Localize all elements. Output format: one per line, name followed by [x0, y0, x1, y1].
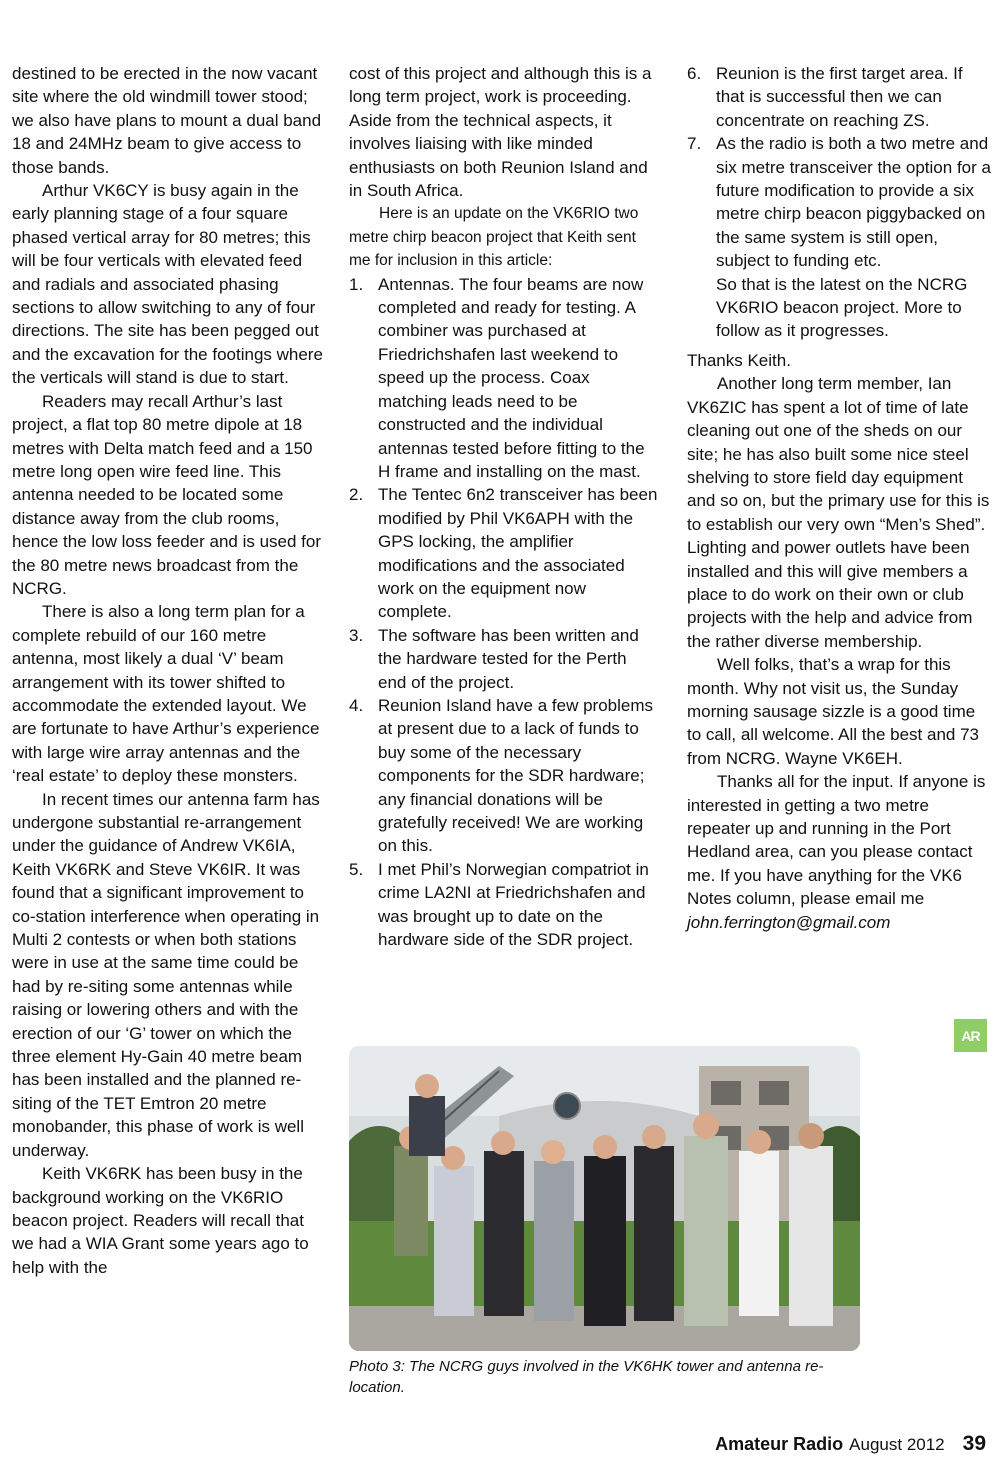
page-footer — [715, 1432, 986, 1456]
list-item — [687, 132, 992, 343]
paragraph: Keith VK6RK has been busy in the background working on the VK6RIO beacon project. Readers will recall that we had a WIA Grant some years ago to help with the — [12, 1164, 309, 1277]
photo-caption: Photo 3: The NCRG guys involved in the VK6HK tower and antenna re-location. — [349, 1358, 824, 1396]
list-text: I met Phil’s Norwegian compatriot in crime LA2NI at Friedrichshafen and was brought up to date on the hardware side of the SDR project. — [378, 859, 649, 950]
list-text: Reunion is the first target area. If that is successful then we can concentrate on reaching ZS. — [716, 64, 963, 130]
list-number: 7. — [687, 134, 702, 154]
list-item — [349, 483, 659, 623]
list-number: 2. — [349, 485, 364, 505]
magazine-title: Amateur Radio — [715, 1434, 844, 1454]
paragraph: Arthur VK6CY is busy again in the early planning stage of a four square phased vertical array for 80 metres; this will be four verticals with elevated feed and radials and associated phasing sections to allow switching to any of four directions. The site has been pegged out and the excavation for the footings where the verticals will stand is due to start. — [12, 181, 323, 388]
list-text: Reunion Island have a few problems at present due to a lack of funds to buy some of the necessary components for the SDR hardware; any financial donations will be gratefully received! We are working on this. — [378, 695, 653, 856]
paragraph: There is also a long term plan for a complete rebuild of our 160 metre antenna, most likely a dual ‘V’ beam arrangement with its tower shifted to accommodate the extended layout. We are fortunate to have Arthur’s experience with large wire array antennas and the ‘real estate’ to deploy these monsters. — [12, 602, 320, 786]
group-photo-image — [349, 1046, 860, 1351]
list-text: As the radio is both a two metre and six metre transceiver the option for a future modification to provide a six metre chirp beacon piggybacked on the same system is still open, subject to funding etc. — [716, 134, 991, 271]
email-address: john.ferrington@gmail.com — [687, 912, 891, 932]
paragraph: In recent times our antenna farm has undergone substantial re-arrangement under the guidance of Andrew VK6IA, Keith VK6RK and Steve VK6IR. It was found that a significant improvement to co-station interference when operating in Multi 2 contests or when both stations were in use at the same time could be had by re-siting some antennas while raising or lowering others and with the erection of our ‘G’ tower on which the three element Hy-Gain 40 metre beam has been installed and the planned re-siting of the TET Emtron 20 metre monobander, this phase of work is well underway. — [12, 789, 320, 1160]
group-photo — [349, 1046, 860, 1351]
list-number: 6. — [687, 64, 702, 83]
article-column-2 — [349, 62, 659, 951]
article-column-3 — [687, 62, 992, 934]
paragraph: cost of this project and although this is a long term project, work is proceeding. Aside from the technical aspects, it involves liaising with like minded enthusiasts on both Reunion Island and in South Africa. — [349, 64, 652, 201]
paragraph: Well folks, that’s a wrap for this month. Why not visit us, the Sunday morning sausage sizzle is a good time to call, all welcome. All the best and 73 from NCRG. Wayne VK6EH. — [687, 655, 979, 768]
page-number: 39 — [962, 1432, 986, 1455]
list-item — [349, 694, 659, 858]
update-list-continued — [687, 62, 992, 343]
list-text-extra: So that is the latest on the NCRG VK6RIO beacon project. More to follow as it progresses. — [716, 274, 968, 341]
list-number: 5. — [349, 859, 364, 879]
article-column-1 — [12, 62, 324, 1279]
update-intro: Here is an update on the VK6RIO two metre chirp beacon project that Keith sent me for inclusion in this article: — [349, 205, 639, 270]
ar-logo-icon: AR — [954, 1019, 987, 1052]
list-item — [349, 858, 659, 952]
closing-text: Thanks all for the input. If anyone is interested in getting a two metre repeater up and running in the Port Hedland area, can you please contact me. If you have anything for the VK6 Notes column, please email me — [687, 772, 986, 909]
issue-date: August 2012 — [849, 1435, 945, 1454]
list-text: Antennas. The four beams are now completed and ready for testing. A combiner was purchased at Friedrichshafen last weekend to speed up the process. Coax matching leads need to be constructed and the individual antennas tested before fitting to the H frame and installing on the mast. — [378, 274, 645, 481]
list-number: 1. — [349, 274, 364, 294]
paragraph: Another long term member, Ian VK6ZIC has spent a lot of time of late cleaning out one of the sheds on our site; he has also built some nice steel shelving to store field day equipment and so on, but the primary use for this is to establish our very own “Men’s Shed”. Lighting and power outlets have been installed and this will give members a place to do work on their own or club projects with the help and advice from the rather diverse membership. — [687, 374, 990, 651]
paragraph: Thanks Keith. — [687, 350, 791, 370]
list-number: 4. — [349, 695, 364, 715]
list-number: 3. — [349, 625, 364, 645]
paragraph: Readers may recall Arthur’s last project, a flat top 80 metre dipole at 18 metres with Delta match feed and a 150 metre long open wire feed line. This antenna needed to be located some distance away from the club rooms, hence the low loss feeder and is used for the 80 metre news broadcast from the NCRG. — [12, 391, 322, 598]
update-list — [349, 273, 659, 952]
list-item — [687, 62, 992, 132]
list-text: The software has been written and the hardware tested for the Perth end of the project. — [378, 625, 639, 692]
list-item — [349, 273, 659, 484]
list-item — [349, 624, 659, 694]
paragraph — [687, 770, 992, 934]
paragraph: destined to be erected in the now vacant site where the old windmill tower stood; we also have plans to mount a dual band 18 and 24MHz beam to give access to those bands. — [12, 64, 322, 177]
list-text: The Tentec 6n2 transceiver has been modified by Phil VK6APH with the GPS locking, the amplifier modifications and the associated work on the equipment now complete. — [378, 485, 658, 622]
